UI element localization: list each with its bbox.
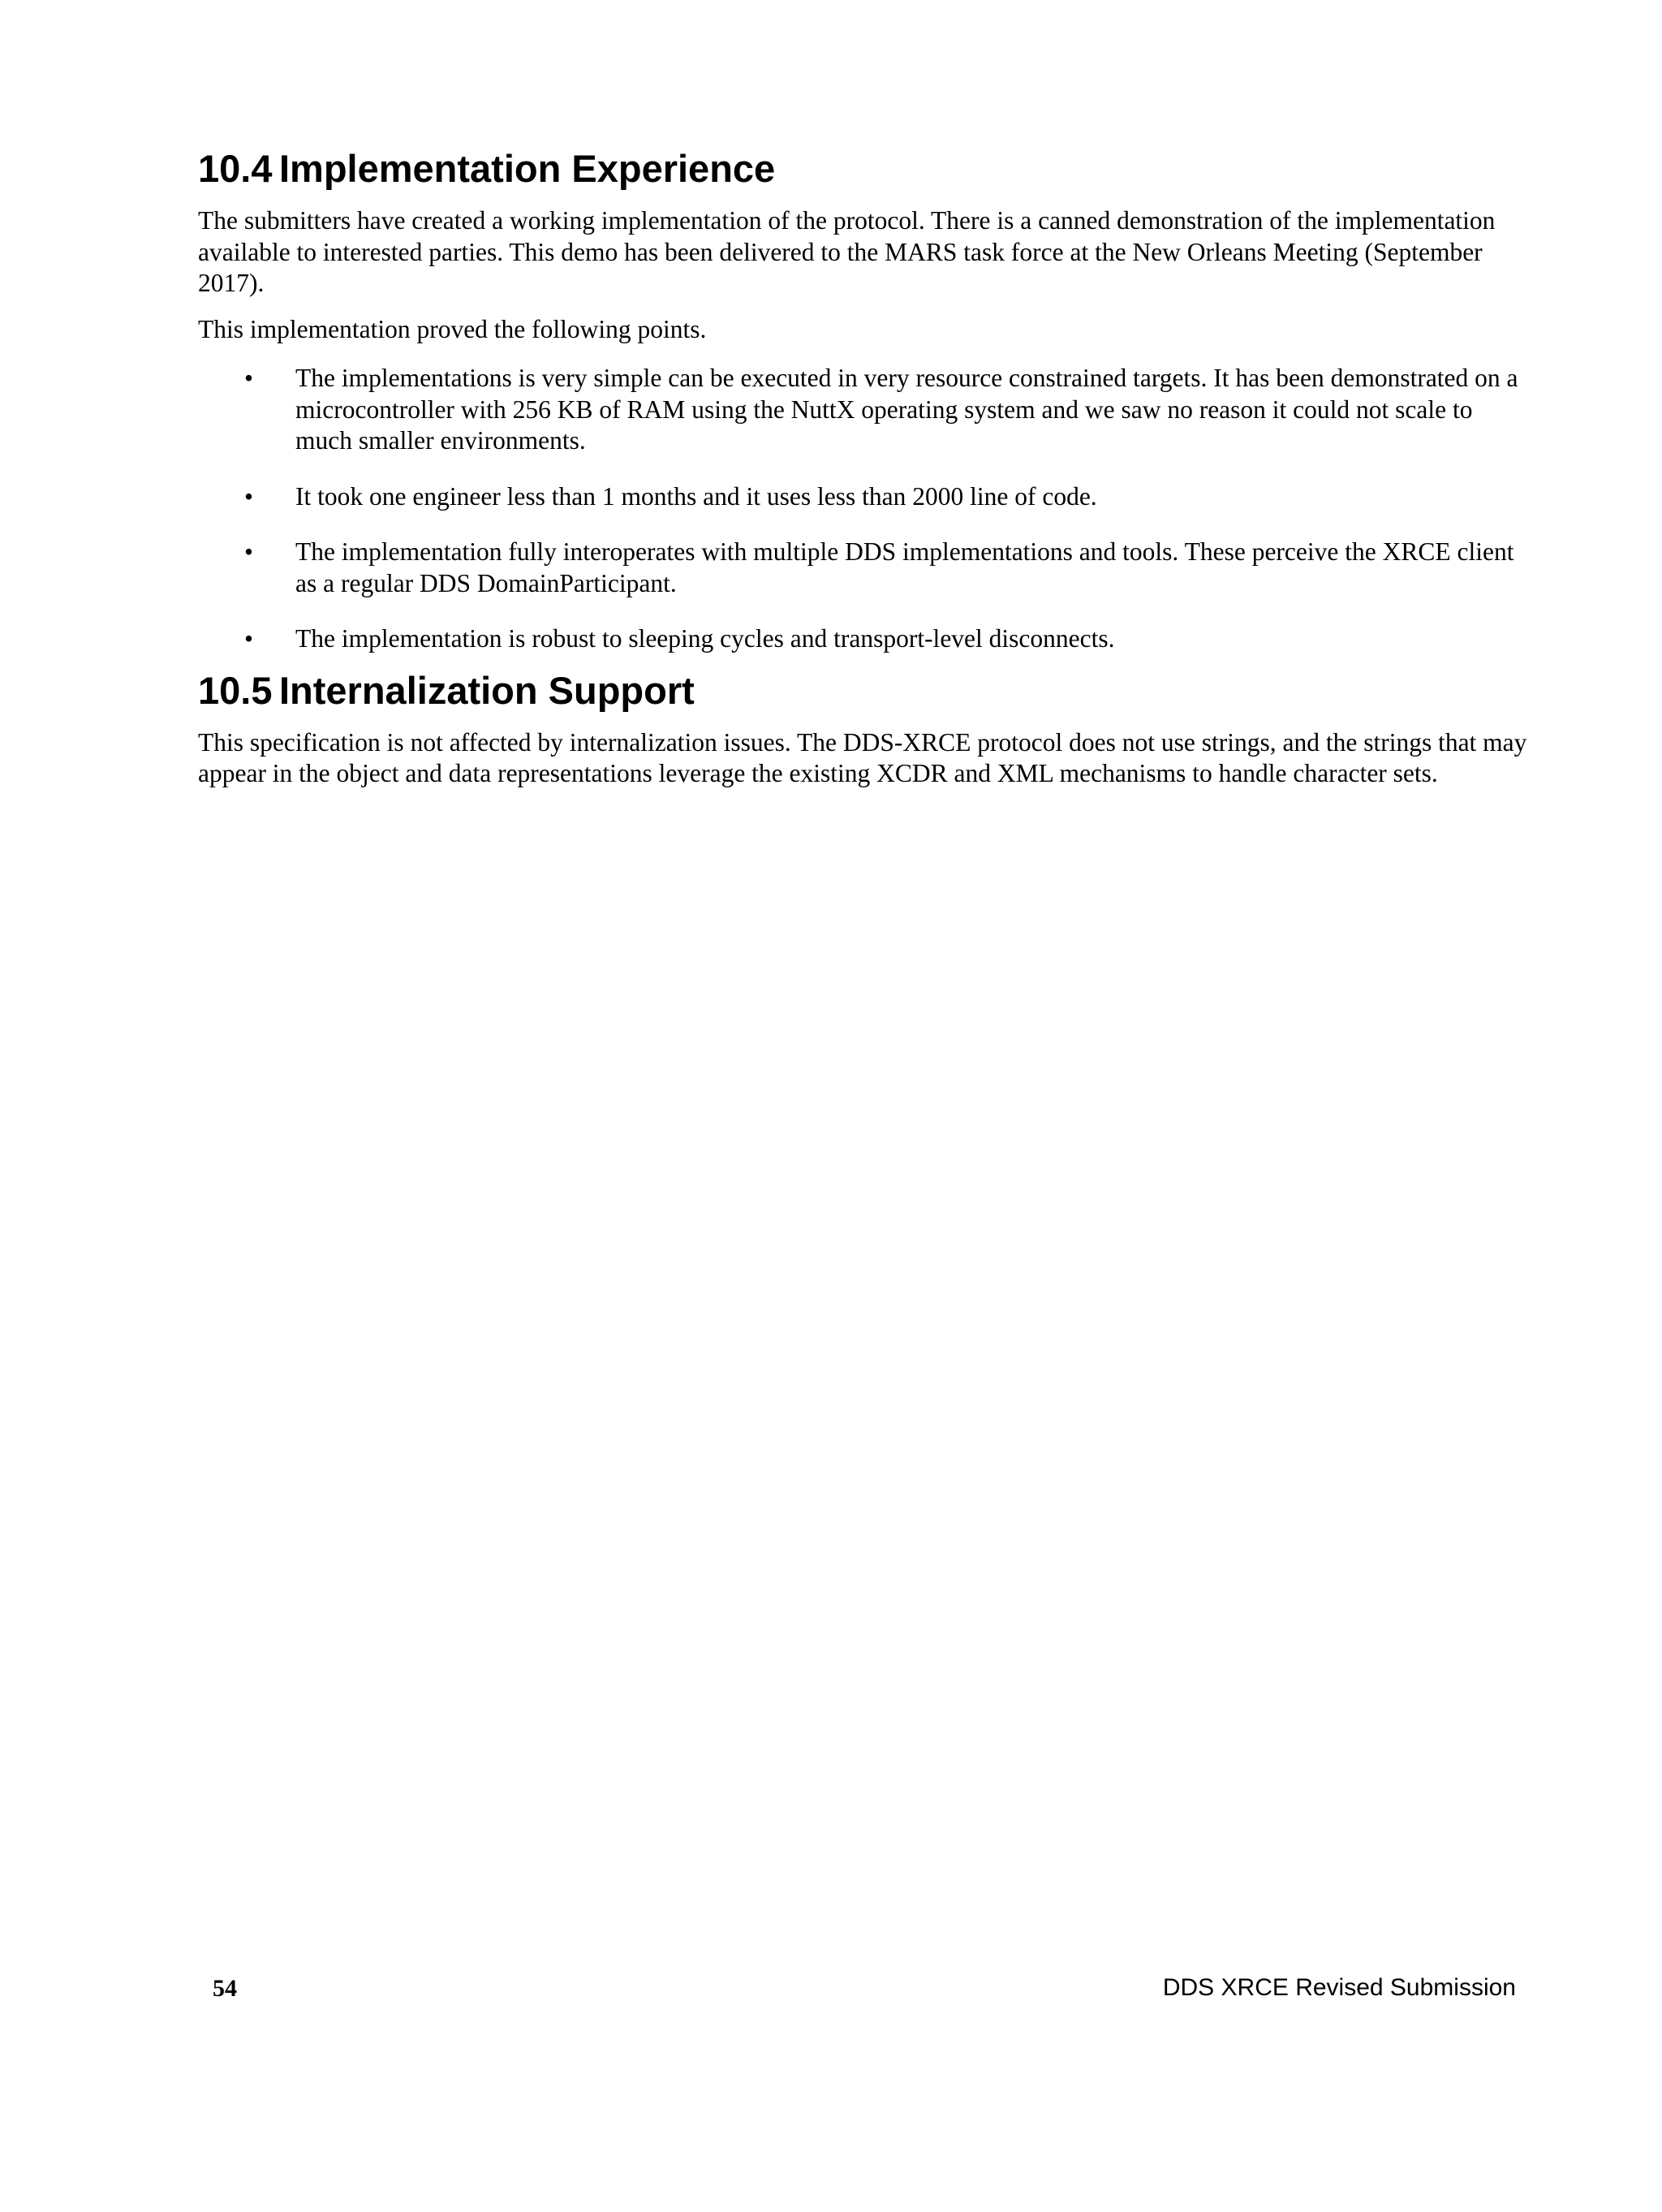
list-item-text: The implementations is very simple can be executed in very resource constrained targets. It has been demonstrated on a microcontroller with 256 KB of RAM using the NuttX operating system and we saw no reason it could not scale to much smaller environments.	[295, 364, 1518, 455]
page-number: 54	[213, 1975, 237, 2002]
bullet-list	[198, 363, 1529, 655]
list-item	[198, 481, 1529, 513]
bullet-icon: •	[244, 537, 254, 566]
section-title: Implementation Experience	[279, 147, 776, 190]
internalization-paragraph: This specification is not affected by internalization issues. The DDS-XRCE protocol does not use strings, and the strings that may appear in the object and data representations leverage the existing XCDR and XML mechanisms to handle character sets.	[198, 727, 1527, 787]
page-content	[198, 144, 1529, 790]
bullet-icon: •	[244, 624, 254, 653]
section-number: 10.5	[198, 668, 273, 712]
list-item	[198, 363, 1529, 457]
section-title: Internalization Support	[279, 668, 695, 712]
bullet-icon: •	[244, 481, 254, 511]
list-item	[198, 623, 1529, 655]
list-item-text: The implementation is robust to sleeping cycles and transport-level disconnects.	[295, 624, 1115, 653]
list-item-text: The implementation fully interoperates with multiple DDS implementations and tools. These perceive the XRCE client as a regular DDS DomainParticipant.	[295, 537, 1514, 597]
section-heading-implementation-experience	[198, 144, 1529, 193]
section-number: 10.4	[198, 147, 273, 190]
list-item-text: It took one engineer less than 1 months and it uses less than 2000 line of code.	[295, 481, 1097, 511]
bullet-icon: •	[244, 364, 254, 392]
implementation-paragraph: The submitters have created a working implementation of the protocol. There is a canned demonstration of the implementation available to interested parties. This demo has been delivered to the MARS task force at the New Orleans Meeting (September 2017).	[198, 206, 1496, 297]
section-heading-internalization-support	[198, 666, 1529, 715]
footer-document-title: DDS XRCE Revised Submission	[1162, 1974, 1516, 2001]
list-item	[198, 537, 1529, 599]
points-intro-paragraph: This implementation proved the following points.	[198, 314, 707, 343]
